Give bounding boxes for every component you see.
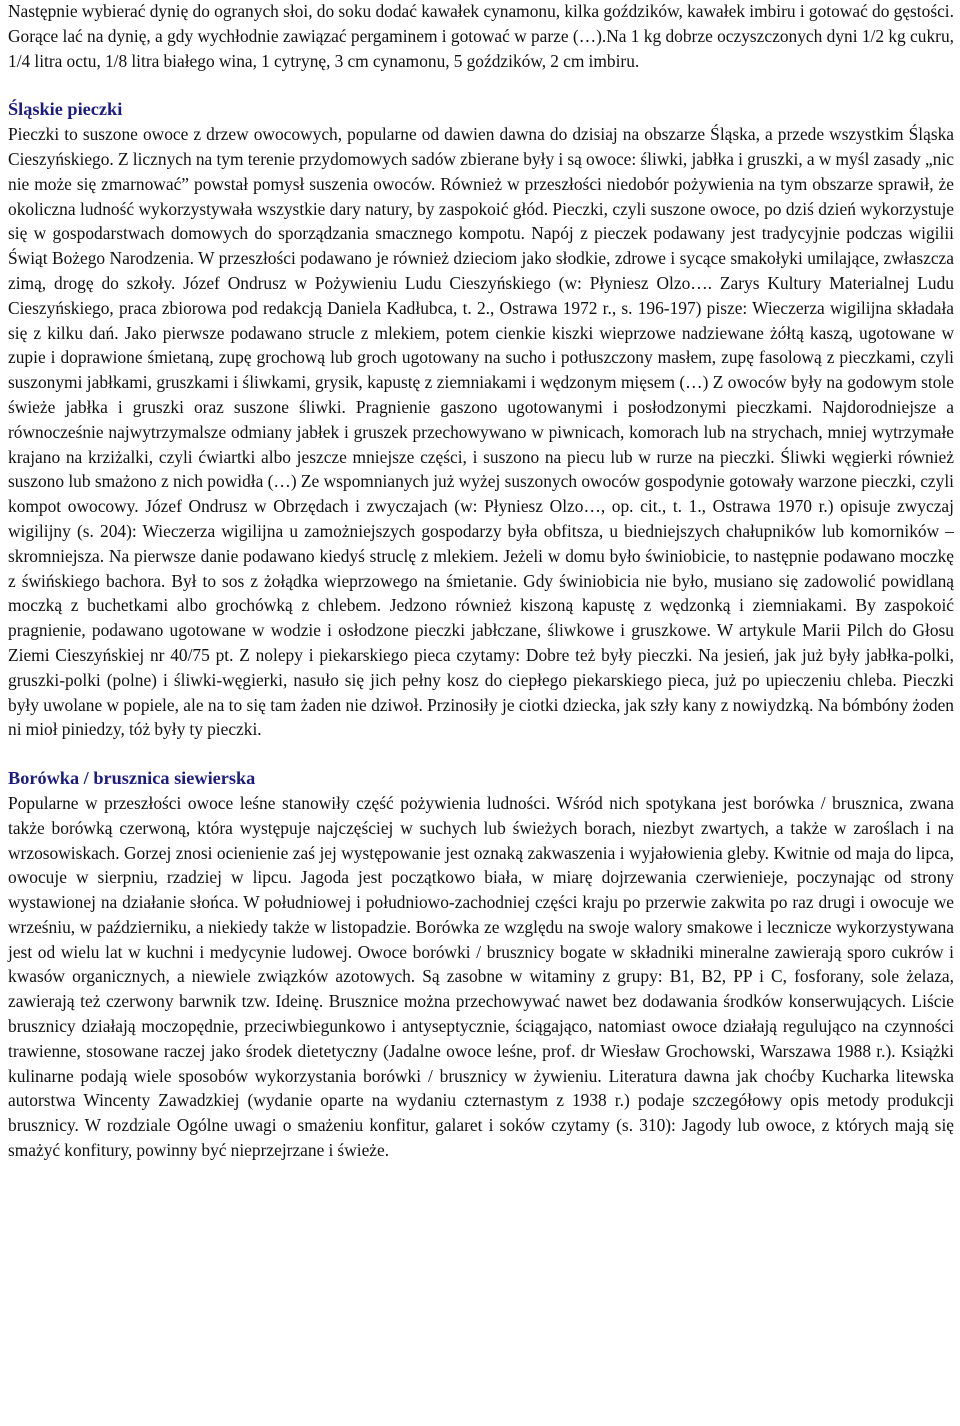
section-heading-slaskie-pieczki: Śląskie pieczki: [8, 99, 123, 120]
section-body-borowka: Popularne w przeszłości owoce leśne stanowiły część pożywienia ludności. Wśród nich spotykana jest borówka / brusznica, zwana także borówką czerwoną, która występuje najczęściej w suchych lub świeżych borach, niezbyt zwartych, a także w zaroślach i na wrzosowiskach. Gorzej znosi ocienienie zaś jej występowanie jest oznaką zakwaszenia i wyjałowienia gleby. Kwitnie od maja do lipca, owocuje w sierpniu, rzadziej w lipcu. Jagoda jest początkowo biała, w miarę dojrzewania czerwienieje, poczynając od strony wystawionej na działanie słońca. W południowej i południowo-zachodniej części kraju po przerwie zakwita po raz drugi i owocuje we wrześniu, w październiku, a niekiedy także w listopadzie. Borówka ze względu na swoje walory smakowe i lecznicze wykorzystywana jest od wielu lat w kuchni i medycynie ludowej. Owoce borówki / brusznicy bogate w składniki mineralne zawierają sporo cukrów i kwasów organicznych, a niewiele związków azotowych. Są zasobne w witaminy z grupy: B1, B2, PP i C, fosforany, sole żelaza, zawierają też czerwony barwnik tzw. Ideinę. Brusznice można przechowywać nawet bez dodawania środków konserwujących. Liście brusznicy działają moczopędnie, przeciwbiegunkowo i antyseptycznie, ściągająco, natomiast owoce działają regulująco na czynności trawienne, stosowane raczej jako środek dietetyczny (Jadalne owoce leśne, prof. dr Wiesław Grochowski, Warszawa 1988 r.). Książki kulinarne podają wiele sposobów wykorzystania borówki / brusznicy w żywieniu. Literatura dawna jak choćby Kucharka litewska autorstwa Wincenty Zawadzkiej (wydanie oparte na wydaniu czternastym z 1938 r.) podaje szczegółowy opis metody produkcji brusznicy. W rozdziale Ogólne uwagi o smażeniu konfitur, galaret i soków czytamy (s. 310): Jagody lub owoce, z których mają się smażyć konfitury, powinny być nieprzejrzane i świeże.: [8, 792, 954, 1161]
section-body-slaskie-pieczki: Pieczki to suszone owoce z drzew owocowych, popularne od dawien dawna do dzisiaj na obszarze Śląska, a przede wszystkim Śląska Cieszyńskiego. Z licznych na tym terenie przydomowych sadów zbierane były i są owoce: śliwki, jabłka i gruszki, a w myśl zasady „nic nie może się zmarnować” powstał pomysł suszenia owoców. Również w przeszłości niedobór pożywienia na tym obszarze sprawił, że okoliczna ludność wykorzystywała wszystkie dary natury, by zaspokoić głód. Pieczki, czyli suszone owoce, po dziś dzień wykorzystuje się w gospodarstwach domowych do sporządzania smacznego kompotu. Napój z pieczek podawany jest tradycyjnie podczas wigilii Świąt Bożego Narodzenia. W przeszłości podawano je również dzieciom jako słodkie, zdrowe i sycące smakołyki umilające, zwłaszcza zimą, drogę do szkoły. Józef Ondrusz w Pożywieniu Ludu Cieszyńskiego (w: Płyniesz Olzo…. Zarys Kultury Materialnej Ludu Cieszyńskiego, praca zbiorowa pod redakcją Daniela Kadłubca, t. 2., Ostrawa 1972 r., s. 196-197) pisze: Wieczerza wigilijna składała się z kilku dań. Jako pierwsze podawano strucle z mlekiem, potem cienkie kiszki wieprzowe nadziewane żółtą kaszą, ugotowane w zupie i doprawione śmietaną, zupę grochową lub groch ugotowany na sucho i potłuszczony masłem, zupę fasolową z pieczkami, czyli suszonymi jabłkami, gruszkami i śliwkami, grysik, kapustę z ziemniakami i wędzonym mięsem (…) Z owoców były na godowym stole śwież‌e jabłka i gruszki oraz suszone śliwki. Pragnienie gaszono ugotowanymi i posłodzonymi pieczkami. Najdorodniejsze a równocześnie najwytrzymalsze odmiany jabłek i gruszek przechowywano w piwnicach, komorach lub na strychach, mniej wytrzymałe krajano na krzi‌żalki, czyli ćwiartki albo jeszcze mniejsze części, i suszono na piecu lub w rurze na pieczki. Śliwki węgierki również suszono lub smażono z nich powidła (…) Ze wspomnianych już wyżej suszonych owoców gospodynie gotowały warzone pieczki, czyli kompot owocowy. Józef Ondrusz w Obrzędach i zwyczajach (w: Płyniesz Olzo…, op. cit., t. 1., Ostrawa 1970 r.) opisuje zwyczaj wigilijny (s. 204): Wieczerza wigilijna u zamożniejszych gospodarzy była obfitsza, u biedniejszych chałupników lub komorników – skromniejsza. Na pierwsze danie podawano kiedyś struclę z mlekiem. Jeżeli w domu było świniobicie, to następnie podawano moczkę z świńskiego bachora. Był to sos z żołądka wieprzowego na śmietanie. Gdy świniobicia nie było, musiano się zadowolić powidlaną moczką z buchetkami albo grochówką z chlebem. Jedzono również kiszoną kapustę z wędzonką i ziemniakami. By zaspokoić pragnienie, podawano ugotowane w wodzie i osłodzone pieczki jabłczane, śliwkowe i gruszkowe. W artykule Marii Pilch do Głosu Ziemi Cieszyńskiej nr 40/75 pt. Z nolepy i piekarskiego pieca czytamy: Dobre też były pieczki. Na jesień, jak już były jabłka-polki, gruszki-polki (polne) i śliwki-węgierki, nasuło się jich pełny kosz do ciepłego piekarskiego pieca, już po upieczeniu chleba. Pieczki były uwolane w popiele, ale na to się tam żaden nie dziwoł. Przinosiły je ciotki dziecka, jak szły kany z nowiydzką. Na bómbóny żoden ni mioł piniedzy, tóż były ty pieczki.: [8, 124, 954, 740]
section-heading-borowka: Borówka / brusznica siewierska: [8, 768, 256, 789]
intro-paragraph: Następnie wybierać dynię do ogranych słoi, do soku dodać kawałek cynamonu, kilka goździków, kawałek imbiru i gotować do gęstości. Gorące lać na dynię, a gdy wychłodnie zawiązać pergaminem i gotować w parze (…).Na 1 kg dobrze oczyszczonych dyni 1/2 kg cukru, 1/4 litra octu, 1/8 litra białego wina, 1 cytrynę, 3 cm cynamonu, 5 goździków, 2 cm imbiru.: [8, 1, 954, 71]
